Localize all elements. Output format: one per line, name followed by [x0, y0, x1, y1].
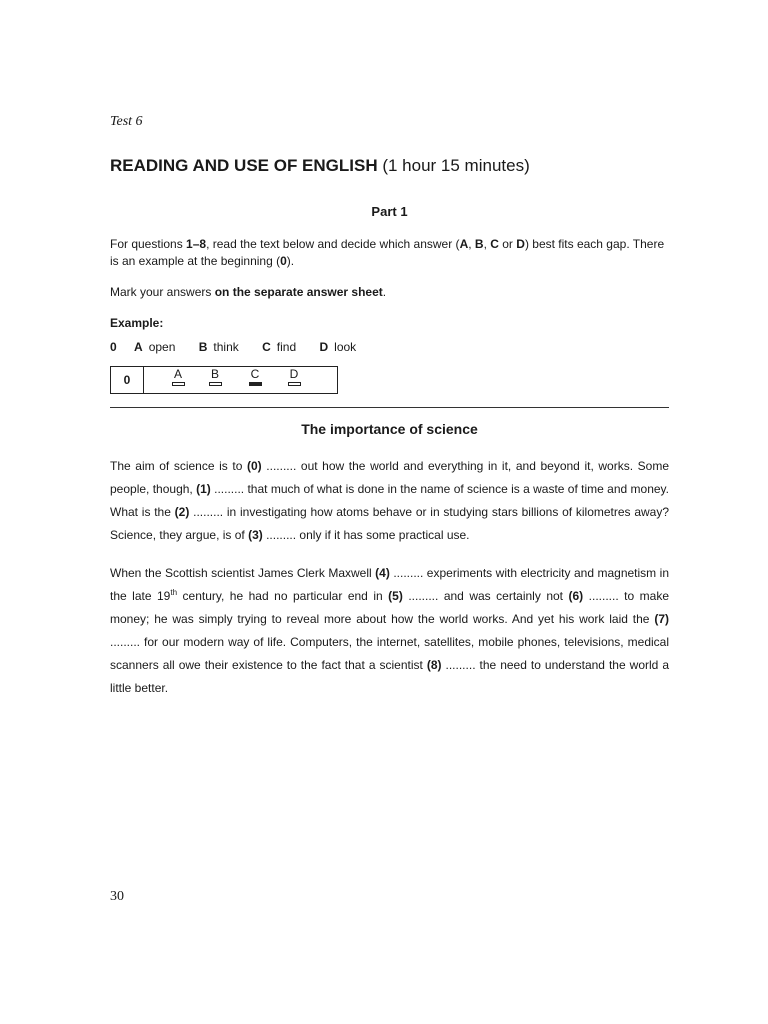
- answer-column-letter: A: [173, 367, 182, 381]
- paragraph-text: ......... only if it has some practical use.: [262, 528, 470, 542]
- option-letter: B: [198, 340, 208, 354]
- example-number: 0: [110, 340, 117, 354]
- part-title: Part 1: [371, 204, 408, 219]
- instr-example-number: 0: [280, 254, 287, 268]
- example-options: [110, 340, 376, 354]
- ordinal-suffix: th: [170, 588, 178, 597]
- example-option: [134, 340, 175, 354]
- article-paragraph-1: [110, 455, 669, 547]
- section-heading: [110, 156, 530, 176]
- mark-emphasis: on the separate answer sheet: [214, 285, 383, 299]
- answer-column-d: [286, 368, 302, 386]
- gap-0: (0): [247, 459, 262, 473]
- section-heading-duration: (1 hour 15 minutes): [377, 156, 530, 175]
- instr-text: ) best fits each gap.: [524, 237, 630, 251]
- paragraph-text: century, he had no particular end in: [177, 589, 389, 603]
- mark-text: .: [382, 285, 387, 299]
- divider: [110, 407, 669, 408]
- gap-6: (6): [568, 589, 584, 603]
- paragraph-text: ......... experiments with electricity and magnetism in the late 19: [110, 566, 669, 603]
- answer-bubble: [172, 382, 185, 386]
- option-word: open: [148, 340, 176, 354]
- option-word: find: [276, 340, 297, 354]
- instr-questions: 1–8: [186, 237, 207, 251]
- option-letter: C: [262, 340, 271, 354]
- test-label: Test 6: [110, 114, 143, 129]
- paragraph-text: ......... and was certainly not: [402, 589, 569, 603]
- answer-column-c: [247, 368, 263, 386]
- instr-text: ).: [286, 254, 295, 268]
- instr-option-b: B: [474, 237, 484, 251]
- answer-column-letter: D: [289, 367, 299, 381]
- paragraph-text: ......... for our modern way of life. Computers, the internet, satellites, mobile phones, televisions, medical scanners all owe their existence to the fact that a scientist: [110, 635, 669, 672]
- paragraph-text: ......... out how the world and everything in it, and beyond it, works. Some people, though,: [110, 459, 669, 496]
- paragraph-text: ......... that much of what is done in the name of science is a waste of time and money. What is the: [110, 482, 670, 519]
- answer-grid-question: 0: [111, 367, 144, 393]
- answer-column-letter: C: [250, 367, 260, 381]
- example-option: [262, 340, 296, 354]
- gap-4: (4): [375, 566, 390, 580]
- instr-text: , read the text below and decide which answer (: [206, 237, 460, 251]
- instr-option-d: D: [516, 237, 525, 251]
- instr-text: ,: [483, 237, 491, 251]
- article-paragraph-2: [110, 562, 669, 700]
- option-word: look: [334, 340, 357, 354]
- answer-column-b: [207, 368, 223, 386]
- instr-text: There is an example at the beginning (: [110, 237, 665, 268]
- option-word: think: [213, 340, 239, 354]
- example-option: [320, 340, 357, 354]
- gap-7: (7): [654, 612, 669, 626]
- gap-1: (1): [196, 482, 211, 496]
- answer-column-a: [170, 368, 186, 386]
- example-answer-grid: [110, 366, 338, 394]
- page-number: 30: [110, 889, 124, 904]
- example-label: Example:: [110, 316, 164, 330]
- option-letter: A: [134, 340, 143, 354]
- mark-text: Mark your answers: [110, 285, 215, 299]
- option-letter: D: [319, 340, 329, 354]
- gap-2: (2): [174, 505, 190, 519]
- paragraph-text: ......... in investigating how atoms behave or in studying stars billions of kilometres away? Science, they argue, is of: [110, 505, 670, 542]
- instructions: [110, 236, 669, 270]
- instr-text: ,: [468, 237, 475, 251]
- instr-option-c: C: [490, 237, 499, 251]
- example-option: [199, 340, 239, 354]
- answer-bubble-selected: [249, 382, 262, 386]
- paragraph-text: When the Scottish scientist James Clerk Maxwell: [110, 566, 376, 580]
- article-title: The importance of science: [301, 421, 478, 437]
- gap-8: (8): [426, 658, 442, 672]
- section-heading-bold: READING AND USE OF ENGLISH: [110, 156, 378, 175]
- paragraph-text: ......... the need to understand the world a little better.: [110, 658, 669, 695]
- instr-text: or: [498, 237, 517, 251]
- answer-bubble: [288, 382, 301, 386]
- answer-bubble: [209, 382, 222, 386]
- paragraph-text: The aim of science is to: [110, 459, 248, 473]
- mark-instruction: [110, 284, 669, 301]
- gap-5: (5): [388, 589, 403, 603]
- instr-option-a: A: [459, 237, 469, 251]
- answer-column-letter: B: [210, 367, 219, 381]
- instr-text: For questions: [110, 237, 187, 251]
- paragraph-text: ......... to make money; he was simply trying to reveal more about how the world works. And yet his work laid the: [110, 589, 670, 626]
- gap-3: (3): [248, 528, 263, 542]
